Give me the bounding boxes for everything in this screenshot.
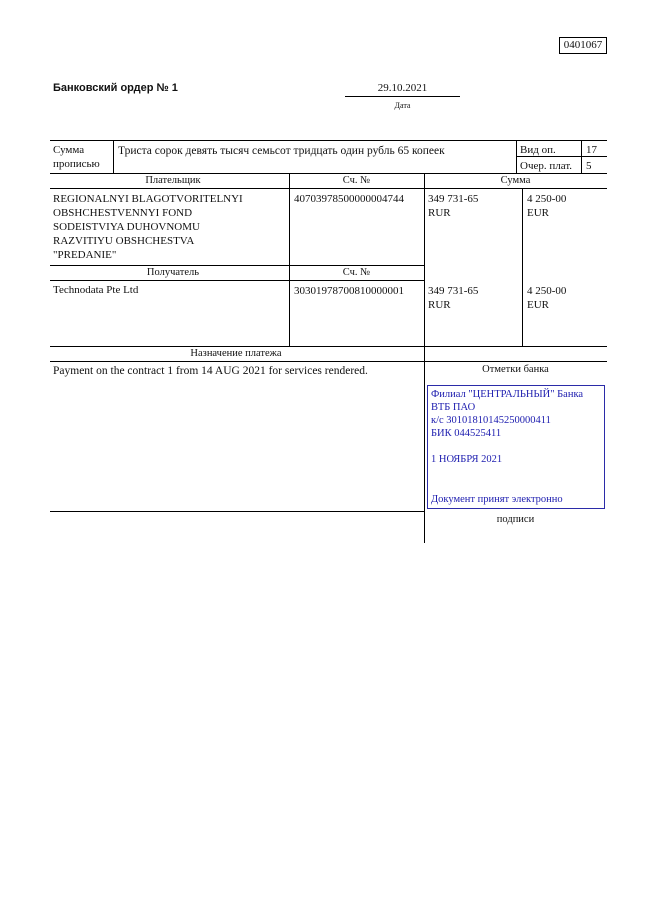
purpose-bottom-line xyxy=(50,511,424,512)
signatures-label: подписи xyxy=(496,514,535,525)
purpose-header: Назначение платежа xyxy=(190,348,282,359)
recipient-header: Получатель xyxy=(146,267,200,278)
recipient-currency-rub: RUR xyxy=(428,299,451,311)
recipient-account: 30301978700810000001 xyxy=(294,285,404,297)
ocher-plat-value: 5 xyxy=(586,160,592,172)
date-underline xyxy=(345,96,460,97)
amount-column-divider xyxy=(424,173,425,543)
payer-name-line: SODEISTVIYA DUHOVNOMU xyxy=(53,221,200,233)
recipient-amount-eur: 4 250-00 xyxy=(527,285,567,297)
vidop-value-divider xyxy=(581,140,582,173)
sum-words-value: Триста сорок девять тысяч семьсот тридцать один рубль 65 копеек xyxy=(118,145,445,157)
date-caption: Дата xyxy=(394,101,411,110)
payer-row-bottom-line xyxy=(50,265,424,266)
sum-row-bottom-line xyxy=(50,173,607,174)
payer-name-line: "PREDANIE" xyxy=(53,249,117,261)
payer-amount-rub: 349 731-65 xyxy=(428,193,479,205)
amount-header: Сумма xyxy=(500,175,531,186)
payer-name-line: REGIONALNYI BLAGOTVORITELNYI xyxy=(53,193,243,205)
sum-words-label-line2: прописью xyxy=(53,158,100,170)
purpose-value: Payment on the contract 1 from 14 AUG 2021 for services rendered. xyxy=(53,365,368,377)
sum-label-divider xyxy=(113,140,114,173)
vid-op-value: 17 xyxy=(586,144,597,156)
document-date: 29.10.2021 xyxy=(377,82,428,94)
account-header: Сч. № xyxy=(342,175,371,186)
recipient-header-bottom-line xyxy=(50,280,424,281)
payer-amount-eur: 4 250-00 xyxy=(527,193,567,205)
stamp-footer: Документ принят электронно xyxy=(431,494,563,505)
purpose-header-bottom-line xyxy=(50,361,607,362)
recipient-name: Technodata Pte Ltd xyxy=(53,284,139,296)
payer-currency-rub: RUR xyxy=(428,207,451,219)
payer-account: 40703978500000004744 xyxy=(294,193,404,205)
account-column-divider xyxy=(289,173,290,346)
payer-header: Плательщик xyxy=(145,175,201,186)
bank-stamp xyxy=(427,385,605,509)
vid-op-label: Вид оп. xyxy=(520,144,556,156)
currency-column-divider xyxy=(522,188,523,346)
stamp-line: ВТБ ПАО xyxy=(431,402,476,413)
stamp-line: к/с 30101810145250000411 xyxy=(431,415,551,426)
sum-words-divider xyxy=(516,140,517,173)
payer-header-bottom-line xyxy=(50,188,607,189)
table-top-line xyxy=(50,140,607,141)
sum-words-label-line1: Сумма xyxy=(53,144,85,156)
form-code: 0401067 xyxy=(559,37,607,54)
recipient-row-bottom-line xyxy=(50,346,607,347)
document-title: Банковский ордер № 1 xyxy=(53,82,178,94)
stamp-line: БИК 044525411 xyxy=(431,428,502,439)
stamp-line: Филиал "ЦЕНТРАЛЬНЫЙ" Банка xyxy=(431,389,584,400)
stamp-date: 1 НОЯБРЯ 2021 xyxy=(431,454,503,465)
recipient-amount-rub: 349 731-65 xyxy=(428,285,479,297)
payer-name-line: OBSHCHESTVENNYI FOND xyxy=(53,207,193,219)
payer-name-line: RAZVITIYU OBSHCHESTVA xyxy=(53,235,195,247)
recipient-currency-eur: EUR xyxy=(527,299,549,311)
bank-marks-header: Отметки банка xyxy=(482,364,549,375)
payer-currency-eur: EUR xyxy=(527,207,549,219)
ocher-plat-label: Очер. плат. xyxy=(520,160,573,172)
recipient-account-header: Сч. № xyxy=(342,267,371,278)
